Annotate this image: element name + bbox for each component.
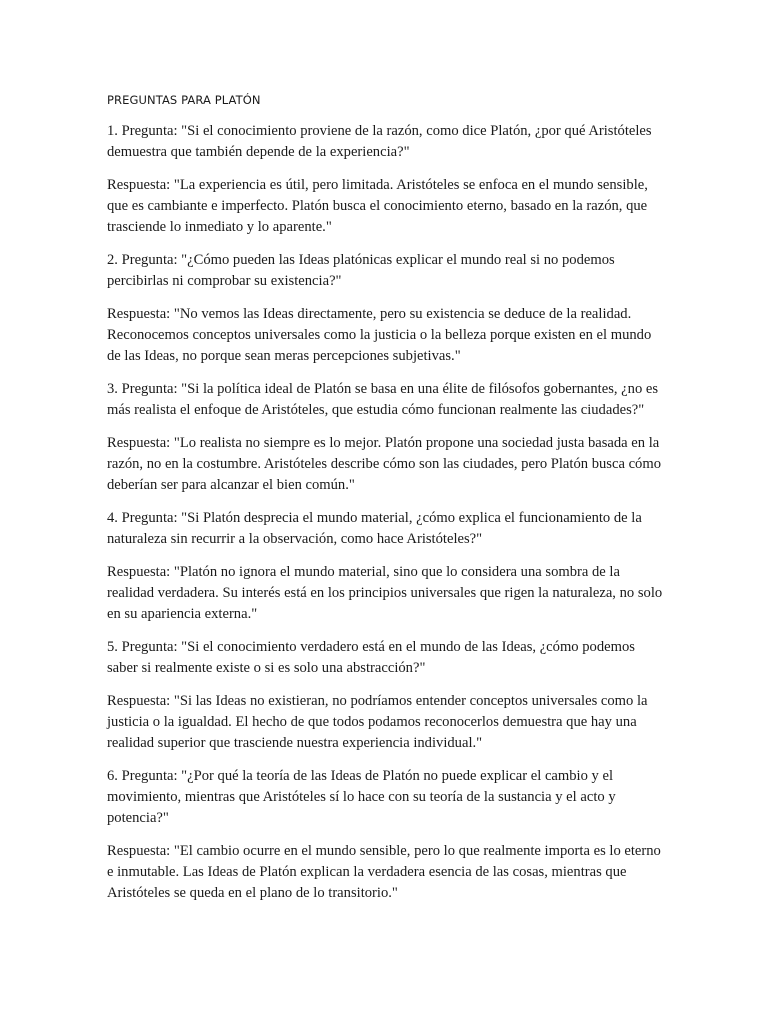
answer-5: Respuesta: "Si las Ideas no existieran, no podríamos entender conceptos universales como la justicia o la igualdad. El hecho de que todos podamos reconocerlos demuestra que hay una realidad superior que trasciende nuestra experiencia individual." xyxy=(107,693,648,751)
question-1: 1. Pregunta: "Si el conocimiento proviene de la razón, como dice Platón, ¿por qué Aristóteles demuestra que también depende de la experiencia?" xyxy=(107,123,652,160)
question-3: 3. Pregunta: "Si la política ideal de Platón se basa en una élite de filósofos gobernantes, ¿no es más realista el enfoque de Aristóteles, que estudia cómo funcionan realmente las ciudades?" xyxy=(107,381,659,418)
document-title: PREGUNTAS PARA PLATÓN xyxy=(107,93,261,107)
answer-2: Respuesta: "No vemos las Ideas directamente, pero su existencia se deduce de la realidad. Reconocemos conceptos universales como la justicia o la belleza porque existen en el mundo de las Ideas, no porque sean meras percepciones subjetivas." xyxy=(107,306,652,364)
answer-1: Respuesta: "La experiencia es útil, pero limitada. Aristóteles se enfoca en el mundo sensible, que es cambiante e imperfecto. Platón busca el conocimiento eterno, basado en la razón, que trasciende lo inmediato y lo aparente." xyxy=(107,177,648,235)
question-5: 5. Pregunta: "Si el conocimiento verdadero está en el mundo de las Ideas, ¿cómo podemos saber si realmente existe o si es solo una abstracción?" xyxy=(107,639,635,676)
question-4: 4. Pregunta: "Si Platón desprecia el mundo material, ¿cómo explica el funcionamiento de la naturaleza sin recurrir a la observación, como hace Aristóteles?" xyxy=(107,510,642,547)
answer-3: Respuesta: "Lo realista no siempre es lo mejor. Platón propone una sociedad justa basada en la razón, no en la costumbre. Aristóteles describe cómo son las ciudades, pero Platón busca cómo deberían ser para alcanzar el bien común." xyxy=(107,435,662,493)
question-2: 2. Pregunta: "¿Cómo pueden las Ideas platónicas explicar el mundo real si no podemos percibirlas ni comprobar su existencia?" xyxy=(107,252,615,289)
document-page xyxy=(107,92,667,916)
question-6: 6. Pregunta: "¿Por qué la teoría de las Ideas de Platón no puede explicar el cambio y el movimiento, mientras que Aristóteles sí lo hace con su teoría de la sustancia y el acto y potencia?" xyxy=(107,768,616,826)
answer-6: Respuesta: "El cambio ocurre en el mundo sensible, pero lo que realmente importa es lo eterno e inmutable. Las Ideas de Platón explican la verdadera esencia de las cosas, mientras que Aristóteles se queda en el plano de lo transitorio." xyxy=(107,843,661,901)
answer-4: Respuesta: "Platón no ignora el mundo material, sino que lo considera una sombra de la realidad verdadera. Su interés está en los principios universales que rigen la naturaleza, no solo en su apariencia externa." xyxy=(107,564,663,622)
